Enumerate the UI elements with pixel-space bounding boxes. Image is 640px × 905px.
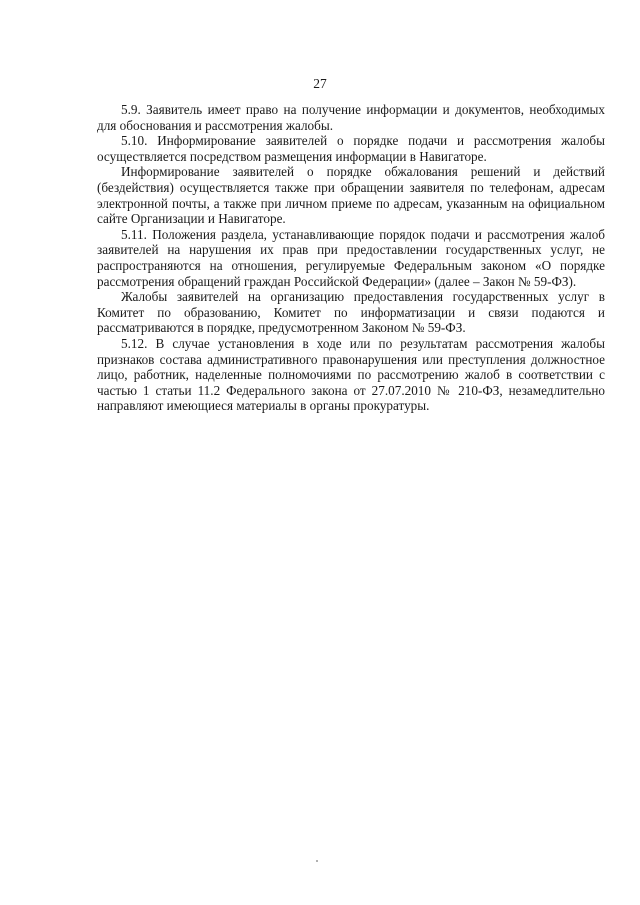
paragraph-5-9: 5.9. Заявитель имеет право на получение информации и документов, необходимых для обоснования и рассмотрения жалобы. [97,102,605,133]
scan-speck [316,860,318,862]
paragraph-5-11: 5.11. Положения раздела, устанавливающие порядок подачи и рассмотрения жалоб заявителей на нарушения их прав при предоставлении государственных услуг, не распространяются на отношения, регулируемые Федеральным законом «О порядке рассмотрения обращений граждан Российской Федерации» (далее – Закон № 59-ФЗ). [97,226,605,289]
paragraph-5-10: 5.10. Информирование заявителей о порядке подачи и рассмотрения жалобы осуществляется посредством размещения информации в Навигаторе. [97,133,605,164]
page-number: 27 [313,76,327,91]
paragraph-5-11-complaints: Жалобы заявителей на организацию предоставления государственных услуг в Комитет по образованию, Комитет по информатизации и связи подаются и рассматриваются в порядке, предусмотренном Законом № 59-ФЗ. [97,289,605,336]
paragraph-5-12: 5.12. В случае установления в ходе или по результатам рассмотрения жалобы признаков состава административного правонарушения или преступления должностное лицо, работник, наделенные полномочиями по рассмотрению жалоб в соответствии с частью 1 статьи 11.2 Федерального закона от 27.07.2010 № 210-ФЗ, незамедлительно направляют имеющиеся материалы в органы прокуратуры. [97,335,605,414]
document-body [97,102,605,414]
paragraph-5-10-informing: Информирование заявителей о порядке обжалования решений и действий (бездействия) осуществляется также при обращении заявителя по телефонам, адресам электронной почты, а также при личном приеме по адресам, указанным на официальном сайте Организации и Навигаторе. [97,164,605,227]
